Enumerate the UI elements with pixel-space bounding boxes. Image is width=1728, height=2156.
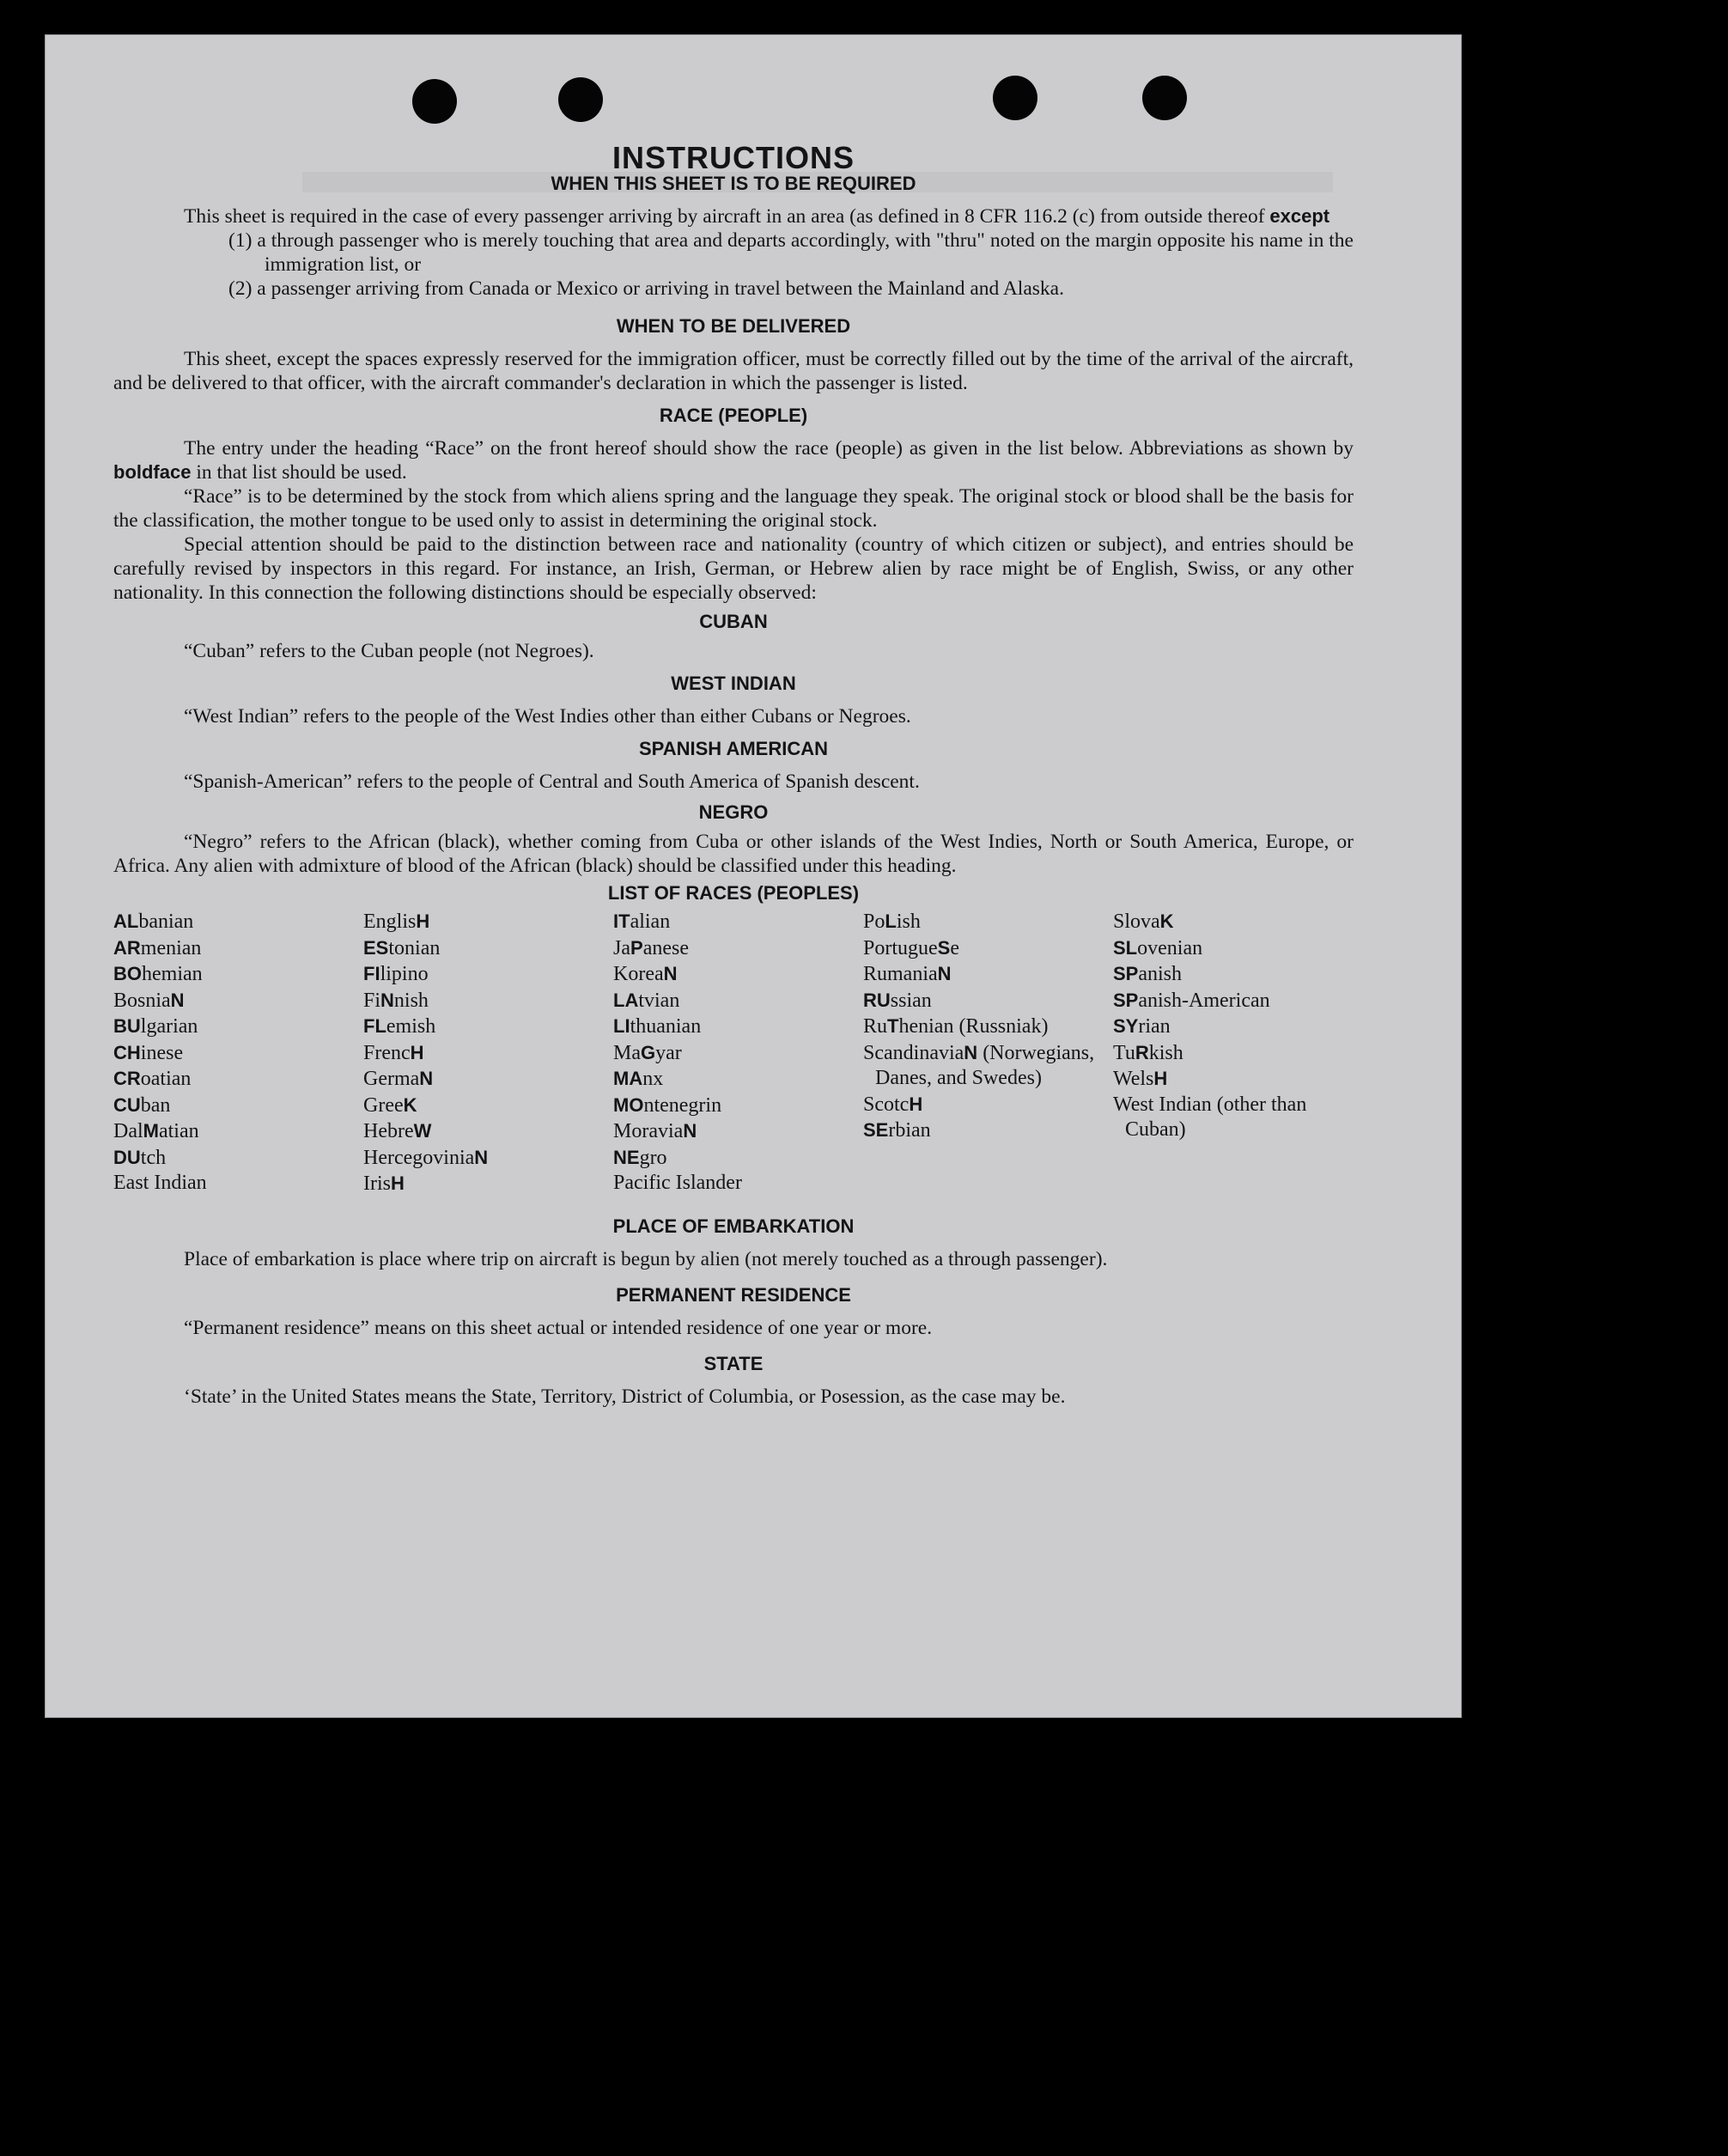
race-list-item	[1113, 961, 1354, 988]
race-text: Gree	[363, 1093, 404, 1117]
when-required-item-1: (1) a through passenger who is merely touching that area and departs accordingly, with "thru" noted on the margin opposite his name in the immigration list, or	[228, 229, 1354, 276]
race-list-item	[363, 1066, 613, 1093]
race-text: Pacific Islander	[613, 1172, 742, 1194]
race-list-item	[113, 909, 363, 935]
race-list-item	[613, 909, 863, 935]
race-list-item	[363, 988, 613, 1014]
when-required-intro: This sheet is required in the case of every passenger arriving by aircraft in an area (as defined in 8 CFR 116.2 (c) from outside thereof	[184, 205, 1265, 228]
race-abbrev-bold: P	[630, 936, 643, 959]
race-abbrev-bold: LI	[613, 1015, 630, 1037]
race-text: kish	[1148, 1041, 1183, 1064]
race-p1-start: The entry under the heading “Race” on the front hereof should show the race (people) as given in the list below. Abbreviations as shown by	[184, 437, 1354, 460]
heading-when-required: WHEN THIS SHEET IS TO BE REQUIRED	[551, 173, 916, 194]
heading-permanent-residence: PERMANENT RESIDENCE	[616, 1283, 851, 1306]
race-text: Wels	[1113, 1068, 1154, 1090]
race-text: Ru	[863, 1015, 888, 1038]
race-list-item	[113, 1014, 363, 1040]
race-text: Hebre	[363, 1120, 414, 1142]
race-list-item	[1113, 988, 1354, 1014]
race-list-item	[1113, 1040, 1354, 1067]
race-abbrev-bold: LA	[613, 989, 639, 1011]
race-abbrev-bold: SE	[863, 1119, 889, 1141]
race-abbrev-bold: N	[170, 989, 185, 1011]
race-abbrev-bold: H	[410, 1041, 424, 1063]
race-text: Ma	[613, 1041, 641, 1064]
heading-place-of-embarkation: PLACE OF EMBARKATION	[612, 1215, 855, 1237]
negro-text: “Negro” refers to the African (black), whether coming from Cuba or other islands of the West Indies, North or South America, Europe, or Africa. Any alien with admixture of blood of the African (black) should be classified under this heading.	[113, 831, 1354, 877]
race-list-item	[863, 988, 1113, 1014]
race-abbrev-bold: CU	[113, 1093, 141, 1116]
race-list-item	[613, 1118, 863, 1145]
race-text: nx	[642, 1068, 664, 1090]
race-abbrev-bold: N	[937, 963, 952, 984]
race-abbrev-bold: H	[909, 1093, 923, 1115]
race-text: tvian	[638, 989, 680, 1012]
race-list-item	[863, 935, 1113, 962]
race-text: emish	[386, 1015, 436, 1038]
race-abbrev-bold: DU	[113, 1146, 141, 1168]
heading-state: STATE	[703, 1352, 764, 1374]
race-list-item	[113, 1093, 363, 1119]
race-text: lgarian	[140, 1015, 198, 1038]
race-text: gro	[639, 1146, 667, 1169]
race-paragraph-2: “Race” is to be determined by the stock from which aliens spring and the language they speak. The original stock or blood shall be the basis for the classification, the mother tongue to be used only to assist in determining the original stock.	[113, 485, 1354, 532]
race-text: East Indian	[113, 1172, 207, 1194]
race-list-item	[863, 1040, 1113, 1092]
race-abbrev-bold: BU	[113, 1015, 141, 1037]
punch-hole	[993, 76, 1037, 120]
race-list-item	[113, 935, 363, 962]
race-list-item	[863, 961, 1113, 988]
race-abbrev-bold: CH	[113, 1041, 141, 1063]
race-list-grid	[113, 909, 1354, 1197]
heading-list-of-races: LIST OF RACES (PEOPLES)	[607, 882, 860, 904]
race-abbrev-bold: M	[143, 1120, 159, 1142]
race-abbrev-bold: AL	[113, 911, 139, 932]
punch-hole	[412, 79, 457, 124]
race-p1-boldface: boldface	[113, 461, 192, 483]
race-text: anese	[642, 936, 689, 959]
heading-when-delivered: WHEN TO BE DELIVERED	[616, 315, 851, 337]
race-list-item	[863, 1118, 1113, 1144]
heading-west-indian: WEST INDIAN	[671, 673, 796, 694]
race-list-item	[363, 961, 613, 988]
race-text: Slova	[1113, 911, 1160, 933]
spanish-american-text: “Spanish-American” refers to the people of Central and South America of Spanish descent.	[184, 770, 920, 793]
race-text: henian (Russniak)	[898, 1015, 1049, 1038]
race-list-item	[113, 1066, 363, 1093]
when-required-except: except	[1269, 205, 1330, 227]
race-text: yar	[655, 1041, 682, 1064]
race-text: ovenian	[1137, 936, 1203, 959]
race-abbrev-bold: N	[419, 1068, 434, 1089]
race-abbrev-bold: FL	[363, 1015, 386, 1037]
race-text: rian	[1138, 1015, 1171, 1038]
race-text: anish-American	[1138, 989, 1270, 1012]
race-list-item	[863, 1014, 1113, 1040]
race-list-item	[363, 1040, 613, 1067]
race-text: ssian	[890, 989, 932, 1012]
race-list-item	[613, 1145, 863, 1172]
race-text: ntenegrin	[643, 1093, 722, 1117]
race-abbrev-bold: SY	[1113, 1015, 1139, 1037]
heading-spanish-american: SPANISH AMERICAN	[638, 738, 828, 759]
race-text: atian	[158, 1120, 199, 1142]
race-text: banian	[138, 911, 194, 933]
race-text: Portugue	[863, 936, 938, 959]
race-list-item	[613, 1066, 863, 1093]
race-abbrev-bold: MA	[613, 1068, 643, 1089]
race-abbrev-bold: RU	[863, 989, 891, 1011]
race-list-item	[363, 1145, 613, 1172]
race-list-column	[1113, 909, 1354, 1197]
race-text: nish	[393, 989, 429, 1012]
race-abbrev-bold: G	[641, 1041, 656, 1063]
race-paragraph-3: Special attention should be paid to the distinction between race and nationality (country of which citizen or subject), and entries should be carefully revised by inspectors in this regard. For instance, an Irish, German, or Hebrew alien by race might be of English, Swiss, or any other nationality. In this connection the following distinctions should be especially observed:	[113, 533, 1354, 604]
race-list-column	[613, 909, 863, 1197]
race-abbrev-bold: H	[416, 911, 430, 932]
race-text: Iris	[363, 1172, 391, 1195]
page-title: INSTRUCTIONS	[612, 140, 855, 175]
race-text: Ja	[613, 936, 630, 959]
race-list-item	[113, 1118, 363, 1145]
race-text: Scandinavia	[863, 1041, 964, 1064]
race-text: e	[950, 936, 960, 959]
race-list-item	[863, 909, 1113, 935]
race-list-item	[113, 1145, 363, 1172]
race-list-item	[613, 935, 863, 962]
race-text: Scotc	[863, 1093, 910, 1116]
race-list-column	[113, 909, 363, 1197]
race-text: Hercegovinia	[363, 1146, 475, 1169]
race-abbrev-bold: MO	[613, 1093, 644, 1116]
place-of-embarkation-text: Place of embarkation is place where trip on aircraft is begun by alien (not merely touched as a through passenger).	[184, 1247, 1108, 1270]
race-text: Rumania	[863, 963, 938, 985]
race-list-item	[1113, 909, 1354, 935]
race-abbrev-bold: R	[1135, 1041, 1149, 1063]
race-abbrev-bold: N	[663, 963, 678, 984]
race-list-item	[363, 1118, 613, 1145]
race-text: Dal	[113, 1120, 143, 1142]
race-abbrev-bold: L	[885, 911, 897, 932]
race-abbrev-bold: H	[1153, 1068, 1168, 1089]
race-list-item	[613, 961, 863, 988]
race-list-item	[613, 1040, 863, 1067]
punch-hole	[558, 77, 603, 122]
race-abbrev-bold: ES	[363, 936, 389, 959]
race-list-item	[363, 935, 613, 962]
race-abbrev-bold: CR	[113, 1068, 141, 1089]
race-list-item	[113, 1040, 363, 1067]
race-abbrev-bold: SL	[1113, 936, 1138, 959]
race-text: oatian	[140, 1068, 192, 1090]
heading-negro: NEGRO	[698, 801, 769, 823]
race-list-item	[363, 909, 613, 935]
race-text: anish	[1138, 963, 1183, 985]
race-text: thuanian	[630, 1015, 702, 1038]
race-abbrev-bold: N	[964, 1041, 978, 1063]
cuban-text: “Cuban” refers to the Cuban people (not Negroes).	[184, 640, 594, 662]
race-abbrev-bold: N	[474, 1146, 489, 1168]
race-abbrev-bold: K	[1159, 911, 1174, 932]
race-list-item	[1113, 935, 1354, 962]
race-text: rbian	[888, 1119, 931, 1142]
race-abbrev-bold: SP	[1113, 963, 1139, 984]
permanent-residence-text: “Permanent residence” means on this sheet actual or intended residence of one year or more.	[184, 1316, 933, 1339]
race-abbrev-bold: H	[391, 1172, 405, 1194]
race-abbrev-bold: N	[380, 989, 394, 1011]
race-abbrev-bold: W	[413, 1120, 432, 1142]
race-list-column	[363, 909, 613, 1197]
race-list-item	[113, 988, 363, 1014]
race-abbrev-bold: N	[683, 1120, 697, 1142]
race-text: Frenc	[363, 1041, 411, 1064]
race-abbrev-bold: FI	[363, 963, 380, 984]
race-p1-end: in that list should be used.	[196, 461, 407, 484]
race-text: alian	[630, 911, 671, 933]
race-paragraph-1	[113, 436, 1354, 484]
race-list-item	[1113, 1066, 1354, 1093]
race-list-item	[613, 1171, 863, 1197]
race-text: Korea	[613, 963, 664, 985]
punch-hole	[1142, 76, 1187, 120]
document-page	[45, 34, 1462, 1718]
state-text: ‘State’ in the United States means the State, Territory, District of Columbia, or Posession, as the case may be.	[184, 1385, 1066, 1408]
heading-race: RACE (PEOPLE)	[659, 405, 808, 426]
race-list-item	[613, 1093, 863, 1119]
race-text: inese	[140, 1041, 184, 1064]
race-list-item	[113, 961, 363, 988]
race-text: Moravia	[613, 1120, 684, 1142]
race-list-item	[613, 1014, 863, 1040]
race-abbrev-bold: NE	[613, 1146, 640, 1168]
race-abbrev-bold: K	[403, 1093, 417, 1116]
race-abbrev-bold: BO	[113, 963, 142, 984]
race-list-item	[1113, 1014, 1354, 1040]
instructions-body	[113, 140, 1354, 1409]
race-text: Po	[863, 911, 885, 933]
race-list-item	[863, 1092, 1113, 1118]
west-indian-text: “West Indian” refers to the people of the West Indies other than either Cubans or Negroes.	[184, 705, 911, 728]
race-text: Germa	[363, 1068, 420, 1090]
race-list-item	[363, 1093, 613, 1119]
race-list-item	[1113, 1093, 1354, 1143]
when-required-text	[113, 204, 1354, 228]
race-abbrev-bold: AR	[113, 936, 141, 959]
race-list-column	[863, 909, 1113, 1197]
race-text: Englis	[363, 911, 417, 933]
when-required-item-2: (2) a passenger arriving from Canada or Mexico or arriving in travel between the Mainland and Alaska.	[228, 277, 1064, 300]
race-text: Bosnia	[113, 989, 171, 1012]
race-text: tonian	[388, 936, 441, 959]
race-abbrev-bold: SP	[1113, 989, 1139, 1011]
race-text: ban	[140, 1093, 171, 1117]
race-text: hemian	[142, 963, 203, 985]
race-abbrev-bold: IT	[613, 911, 630, 932]
race-text: menian	[140, 936, 202, 959]
race-list-item	[363, 1014, 613, 1040]
race-list-item	[113, 1171, 363, 1197]
race-text: lipino	[380, 963, 429, 985]
race-text: (Norwegians, Danes, and Swedes)	[875, 1041, 1095, 1089]
race-abbrev-bold: T	[887, 1015, 899, 1037]
race-list-item	[363, 1171, 613, 1197]
when-delivered-text: This sheet, except the spaces expressly reserved for the immigration officer, must be correctly filled out by the time of the arrival of the aircraft, and be delivered to that officer, with the aircraft commander's declaration in which the passenger is listed.	[113, 348, 1354, 394]
heading-cuban: CUBAN	[699, 611, 768, 632]
race-text: Fi	[363, 989, 381, 1012]
race-abbrev-bold: S	[937, 936, 951, 959]
race-text: Tu	[1113, 1041, 1135, 1064]
race-text: West Indian (other than Cuban)	[1113, 1093, 1307, 1141]
race-list-item	[613, 988, 863, 1014]
race-text: ish	[896, 911, 921, 933]
race-text: tch	[140, 1146, 167, 1169]
